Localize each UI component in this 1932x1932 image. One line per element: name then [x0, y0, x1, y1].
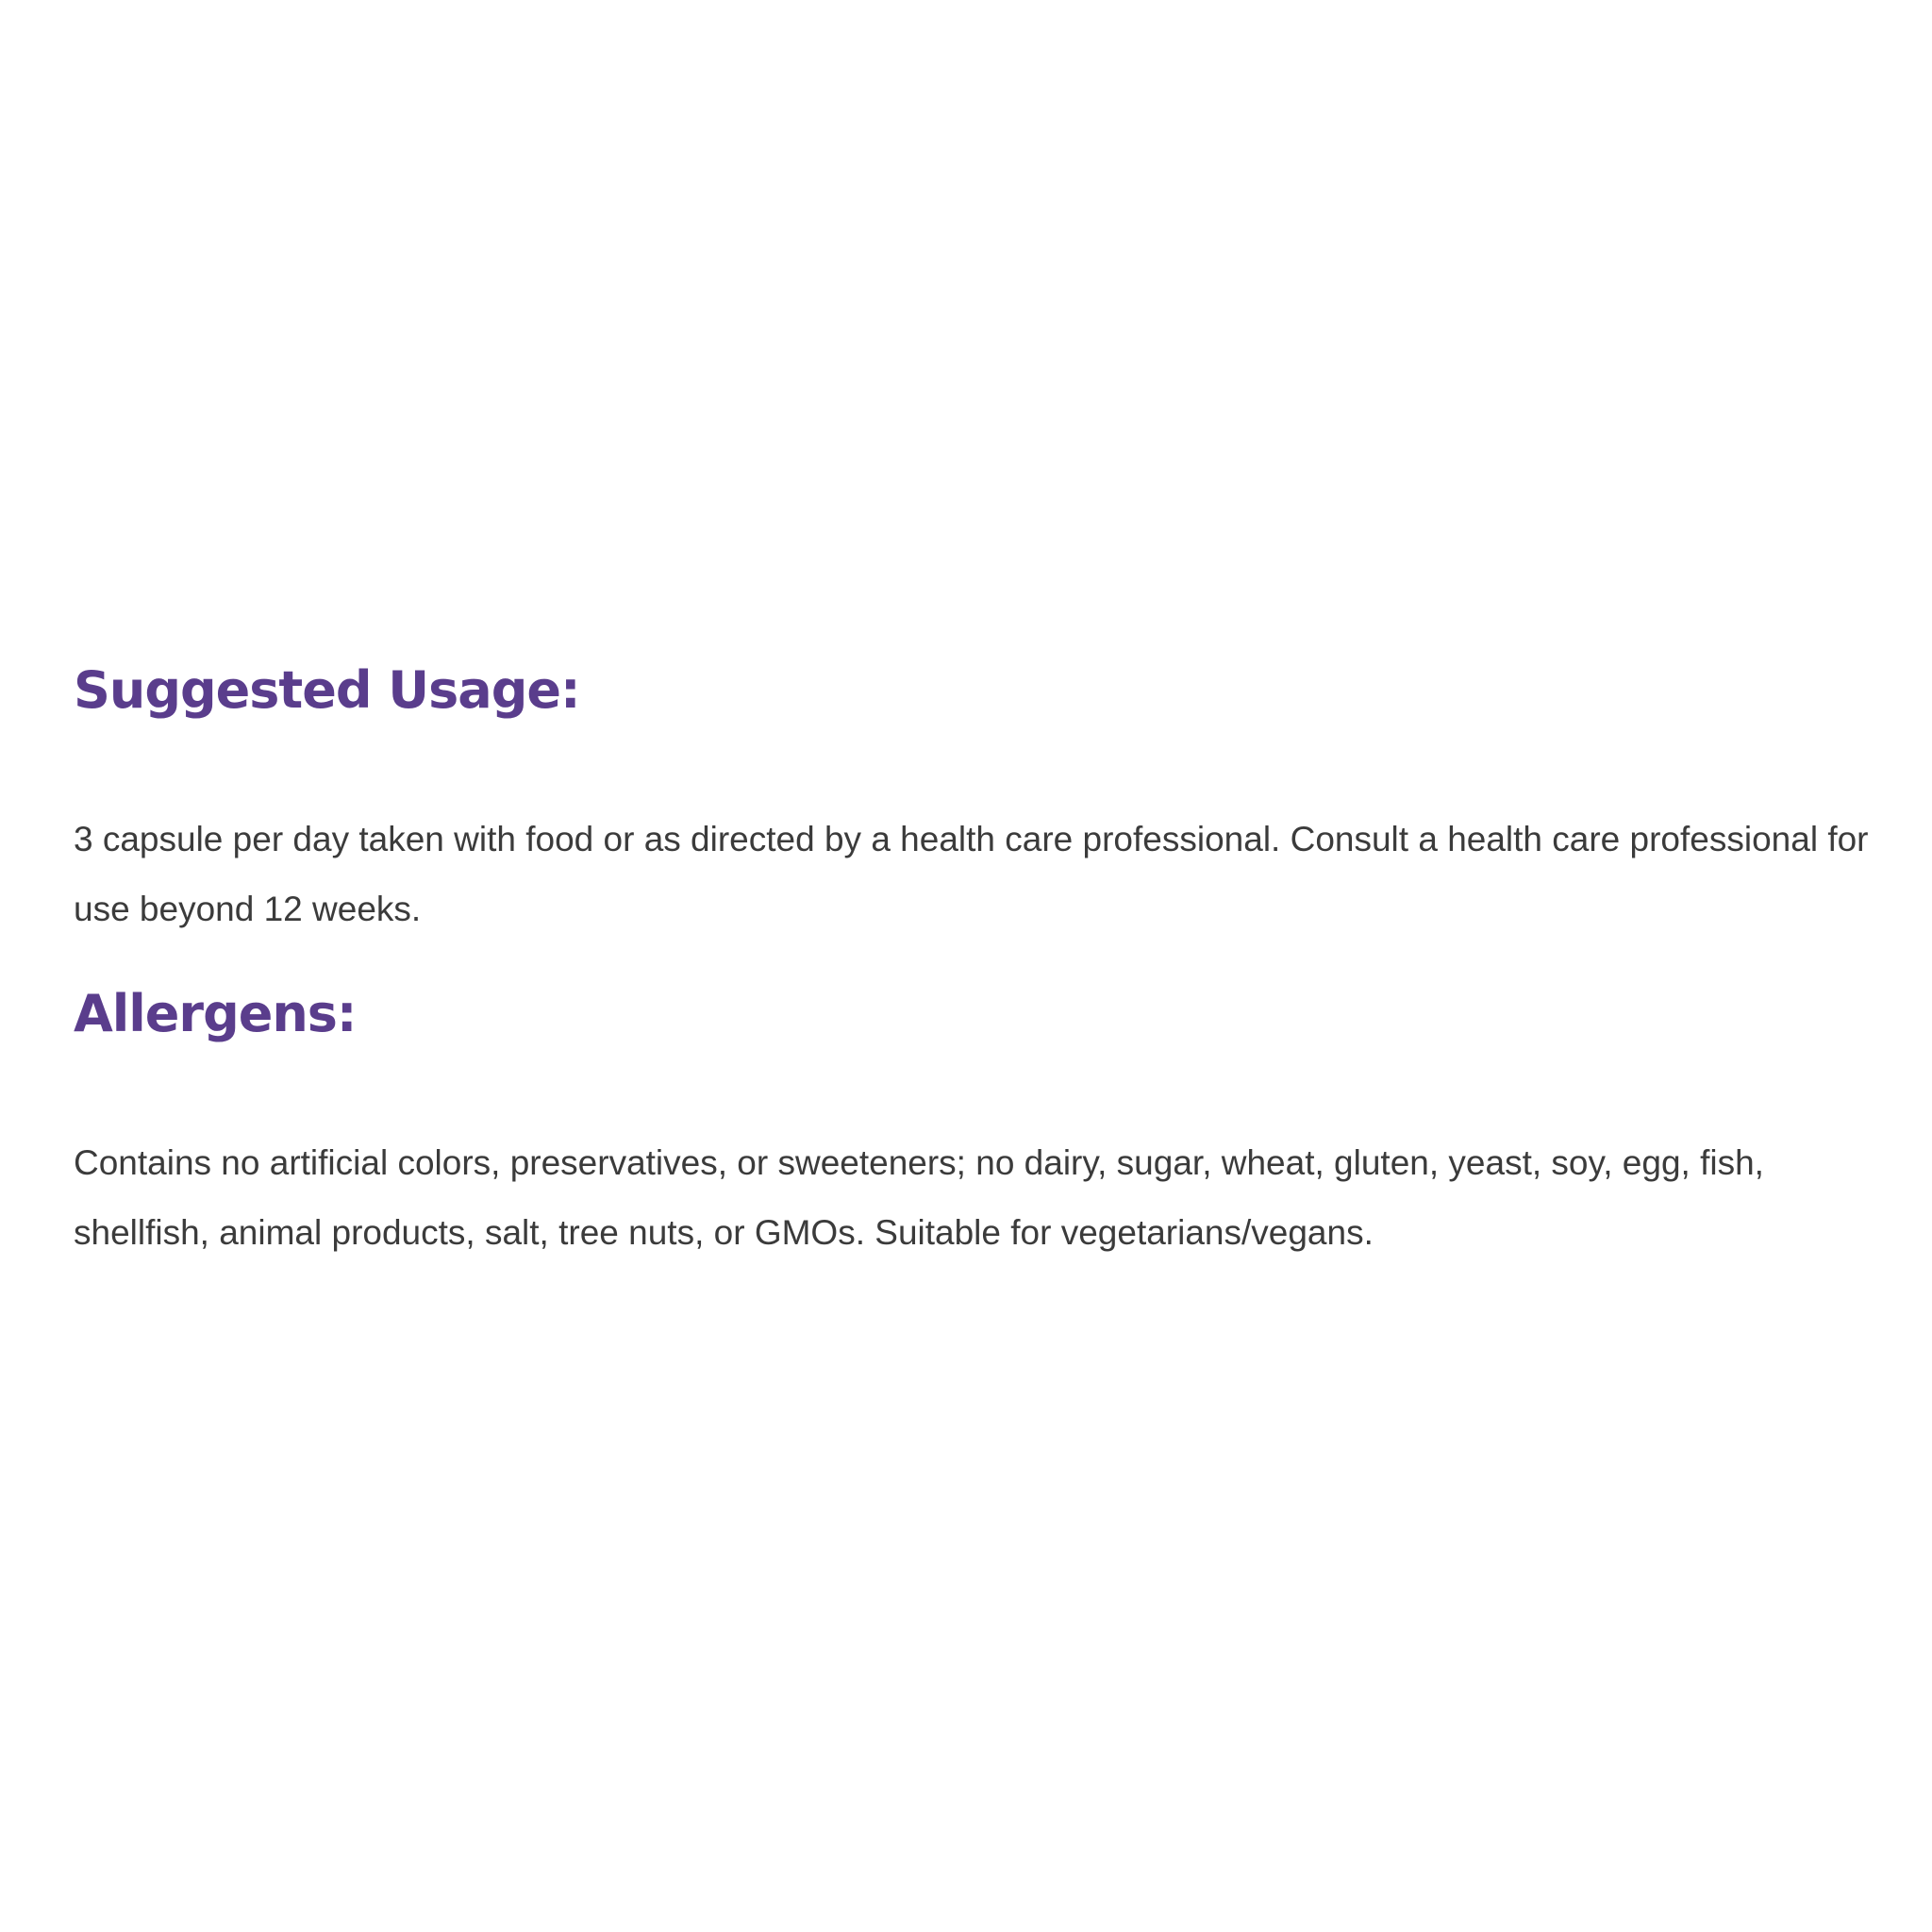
- suggested-usage-text: 3 capsule per day taken with food or as directed by a health care professional. Consult a health care professional for use beyond 12 weeks.: [74, 819, 1869, 928]
- product-details-section: [74, 660, 1904, 1268]
- allergens-heading: Allergens:: [74, 983, 357, 1043]
- suggested-usage-heading: Suggested Usage:: [74, 660, 580, 720]
- allergens-text: Contains no artificial colors, preservatives, or sweeteners; no dairy, sugar, wheat, gluten, yeast, soy, egg, fish, shellfish, animal products, salt, tree nuts, or GMOs. Suitable for vegetarians/vegans.: [74, 1142, 1764, 1252]
